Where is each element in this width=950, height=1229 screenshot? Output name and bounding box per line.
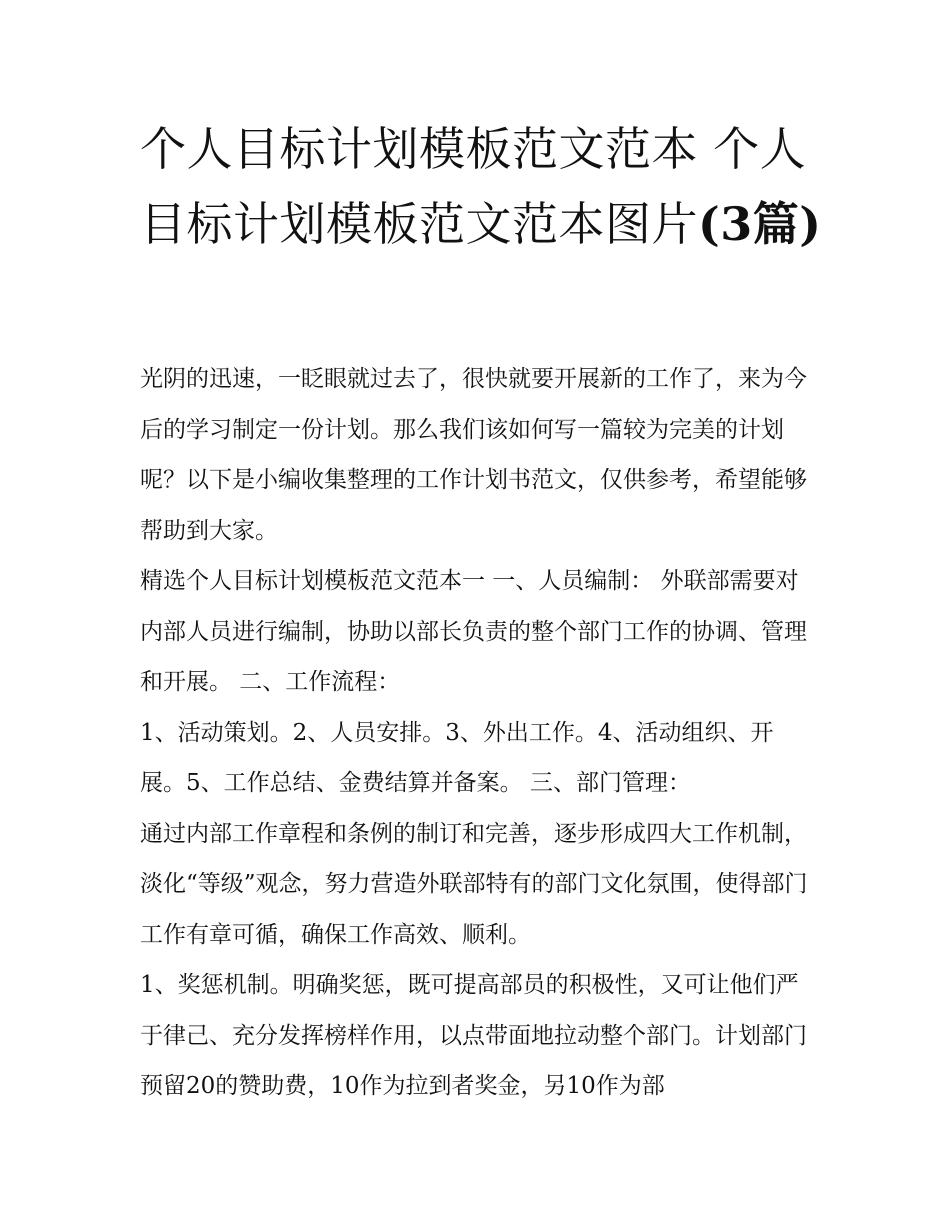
management-paragraph: 通过内部工作章程和条例的制订和完善，逐步形成四大工作机制，淡化“等级”观念，努力营造外联部特有的部门文化氛围，使得部门工作有章可循，确保工作高效、顺利。 <box>140 820 808 948</box>
section-one-paragraph: 精选个人目标计划模板范文范本一 一、人员编制： 外联部需要对内部人员进行编制，协助以部长负责的整个部门工作的协调、管理和开展。 二、工作流程： <box>140 568 807 695</box>
document-title-main: 个人目标计划模板范文范本 个人目标计划模板范文范本图片 <box>140 122 807 251</box>
reward-mechanism-paragraph: 1、奖惩机制。明确奖惩，既可提高部员的积极性，又可让他们严于律己、充分发挥榜样作用，以点带面地拉动整个部门。计划部门预留20的赞助费，10作为拉到者奖金，另10作为部 <box>140 972 807 1099</box>
workflow-paragraph: 1、活动策划。2、人员安排。3、外出工作。4、活动组织、开展。5、工作总结、金费结算并备案。 三、部门管理： <box>140 719 774 796</box>
document-title <box>140 112 830 262</box>
document-body <box>140 354 815 1112</box>
intro-paragraph: 光阴的迅速，一眨眼就过去了，很快就要开展新的工作了，来为今后的学习制定一份计划。那么我们该如何写一篇较为完美的计划呢？以下是小编收集整理的工作计划书范文，仅供参考，希望能够帮助到大家。 <box>140 366 807 544</box>
document-title-count: (3篇) <box>698 197 822 251</box>
